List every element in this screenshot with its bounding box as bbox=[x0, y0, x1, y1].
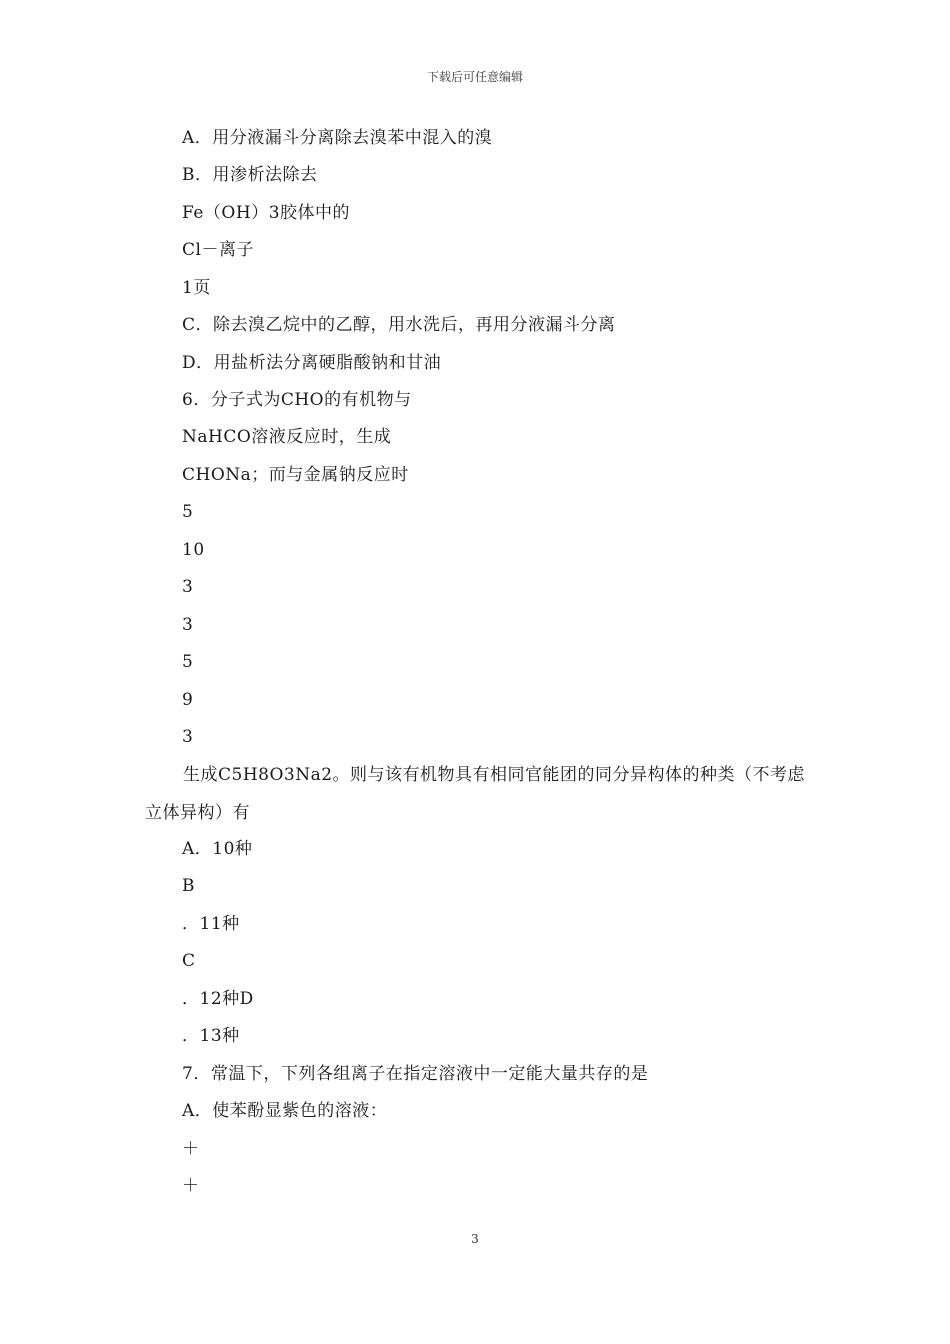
text-line: 3 bbox=[182, 577, 194, 597]
page-header: 下载后可任意编辑 bbox=[426, 70, 523, 84]
text-line: D．用盐析法分离硬脂酸钠和甘油 bbox=[182, 353, 442, 373]
text-line: 5 bbox=[182, 502, 194, 522]
text-line: ．11种 bbox=[182, 914, 240, 934]
text-line: A．10种 bbox=[182, 839, 253, 859]
text-line: ．13种 bbox=[182, 1026, 240, 1046]
text-line: 3 bbox=[182, 615, 194, 635]
text-line: C bbox=[182, 951, 196, 971]
text-line: B bbox=[182, 876, 195, 896]
text-line: CHONa；而与金属钠反应时 bbox=[182, 465, 409, 485]
text-line: NaHCO溶液反应时，生成 bbox=[182, 427, 392, 447]
text-line: A．使苯酚显紫色的溶液： bbox=[182, 1101, 388, 1121]
page-number: 3 bbox=[471, 1232, 479, 1246]
text-line: 7．常温下，下列各组离子在指定溶液中一定能大量共存的是 bbox=[182, 1064, 649, 1084]
text-line: 10 bbox=[182, 540, 205, 560]
text-line: Fe（OH）3胶体中的 bbox=[182, 203, 351, 223]
text-line: Cl－离子 bbox=[182, 240, 254, 260]
text-line: 6．分子式为CHO的有机物与 bbox=[182, 390, 412, 410]
text-line: 3 bbox=[182, 727, 194, 747]
text-line: B．用渗析法除去 bbox=[182, 165, 318, 185]
text-paragraph: 生成C5H8O3Na2。则与该有机物具有相同官能团的同分异构体的种类（不考虑立体异构）有 bbox=[145, 765, 806, 823]
text-line: ＋ bbox=[182, 1139, 200, 1159]
text-line: ＋ bbox=[182, 1176, 200, 1196]
text-line: 1页 bbox=[182, 278, 211, 298]
text-line: ．12种D bbox=[182, 989, 254, 1009]
text-line: 9 bbox=[182, 690, 194, 710]
text-line: A．用分液漏斗分离除去溴苯中混入的溴 bbox=[182, 128, 493, 148]
text-line: C．除去溴乙烷中的乙醇，用水洗后，再用分液漏斗分离 bbox=[182, 315, 616, 335]
text-line: 5 bbox=[182, 652, 194, 672]
